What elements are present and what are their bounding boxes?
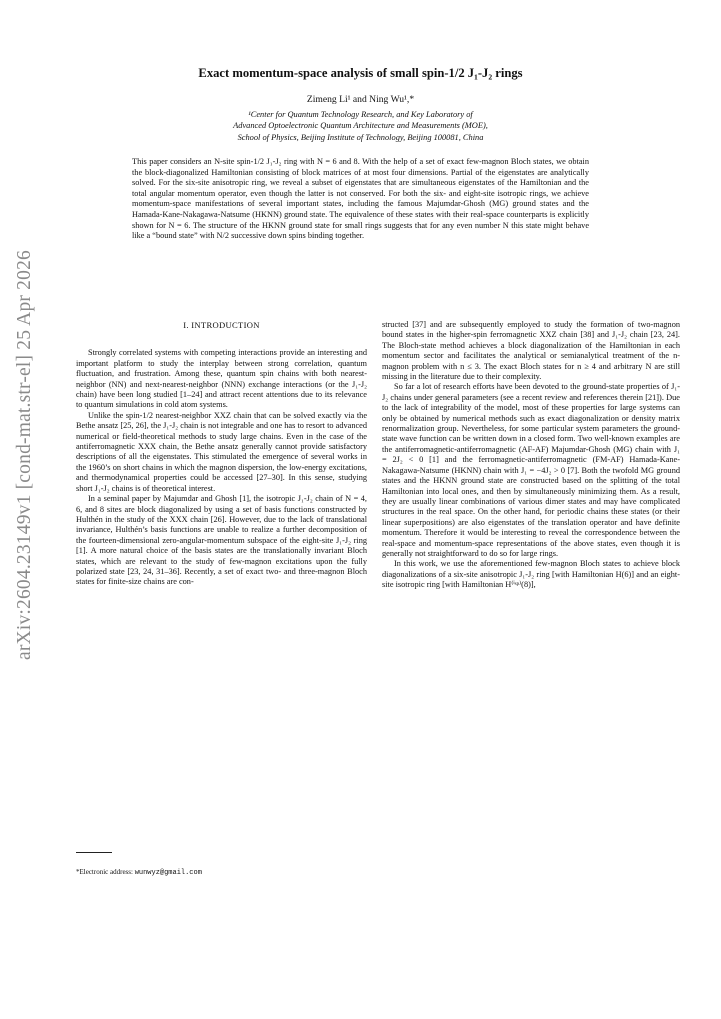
- body-paragraph: structed [37] and are subsequently employed to study the formation of two-magnon bound states in the higher-spin ferromagnetic XXZ chain [38] and J₁-J₂ chain [23, 24]. The Bloch-state method achieves a block diagonalization of the Hamiltonian in each momentum sector and facilitates the analytical or semianalytical treatment of the n-magnon problem with n ≤ 3. The exact Bloch states for n ≥ 4 and arbitrary N are still missing in the literature due to their complexity.: [382, 320, 680, 382]
- abstract: This paper considers an N-site spin-1/2 J₁-J₂ ring with N = 6 and 8. With the help of a set of exact few-magnon Bloch states, we obtain the block-diagonalized Hamiltonian consisting of block matrices of at most four dimensions. Partial of the eigenstates are analytically solved. For the six-site anisotropic ring, we reveal a subset of eigenstates that are simultaneous eigenstates of the Hamiltonian and the total angular momentum operator, even though the latter is not conserved. For both the six- and eight-site isotropic rings, we achieve momentum-space manifestations of several important states, including the famous Majumdar-Ghosh (MG) ground states and the Hamada-Kane-Nakagawa-Natsume (HKNN) ground state. The equivalence of these states with their real-space counterparts is explicitly shown for N = 6. The structure of the HKNN ground state for small rings suggests that for any even number N this state might behave like a “bound state” with N/2 successive down spins binding together.: [132, 157, 589, 241]
- footnote-divider: [76, 852, 112, 853]
- right-column: [382, 320, 680, 591]
- footnote-label: *Electronic address:: [76, 868, 135, 876]
- footnote-email-link[interactable]: wunwyz@gmail.com: [134, 869, 202, 877]
- affiliation-line: School of Physics, Beijing Institute of Technology, Beijing 100081, China: [237, 132, 484, 142]
- paper-title: Exact momentum-space analysis of small spin-1/2 J₁-J₂ rings: [198, 66, 523, 80]
- section-heading: I. INTRODUCTION: [183, 320, 260, 330]
- left-column: [76, 320, 367, 588]
- body-paragraph: Unlike the spin-1/2 nearest-neighbor XXZ chain that can be solved exactly via the Bethe ansatz [25, 26], the J₁-J₂ chain is not integrable and one has to resort to advanced numerical or field-theoretical methods to study large chains. Even in the case of the antiferromagnetic XXX chain, the Bethe ansatz generally cannot provide satisfactory descriptions of all the eigenstates. This stimulated the emergence of several works in the 1960’s on short chains in which the magnon dispersion, the low-energy excitations, and thermodynamical properties could be accessed [27–30]. In this sense, studying short J₁-J₂ chains is of theoretical interest.: [76, 410, 367, 493]
- affiliation-line: ¹Center for Quantum Technology Research, and Key Laboratory of: [248, 110, 473, 119]
- footnote: [76, 868, 367, 877]
- affiliation-line: Advanced Optoelectronic Quantum Architecture and Measurements (MOE),: [233, 121, 488, 131]
- paper-authors: Zimeng Li¹ and Ning Wu¹,*: [306, 94, 415, 105]
- body-paragraph: In a seminal paper by Majumdar and Ghosh [1], the isotropic J₁-J₂ chain of N = 4, 6, and 8 sites are block diagonalized by using a set of basis functions constructed by Hulthén in the study of the XXX chain [26]. However, due to the lack of translational invariance, Hulthén’s basis functions are unable to realize a further decomposition of the fourteen-dimensional zero-angular-momentum subspace of the eight-site J₁-J₂ ring [1]. A more natural choice of the basis states are the translationally invariant Bloch states, which are relevant to the study of few-magnon excitations upon the fully polarized state [23, 24, 31–36]. Recently, a set of exact two- and three-magnon Bloch states for finite-size chains are con-: [76, 494, 367, 587]
- arxiv-identifier: arXiv:2604.23149v1 [cond-mat.str-el] 25 Apr 2026: [14, 250, 35, 660]
- body-paragraph: So far a lot of research efforts have been devoted to the ground-state properties of J₁-J₂ chains under general parameters (see a recent review and references therein [21]). Due to the lack of integrability of the model, most of these properties for large systems can only be obtained by numerical methods such as exact diagonalization or density matrix renormalization group. Nevertheless, for some particular system parameters the ground-state wave function can be written down in a closed form. Two well-known examples are the antiferromagnetic-antiferromagnetic (AF-AF) Majumdar-Ghosh (MG) chain with J₁ = 2J₂ < 0 [1] and the ferromagnetic-antiferromagnetic (FM-AF) Hamada-Kane-Nakagawa-Natsume (HKNN) chain with J₁ = −4J₂ > 0 [7]. Both the twofold MG ground states and the HKNN ground state are constructed based on the splitting of the total Hamiltonian into local ones, and then by simultaneously minimizing them. As a result, they are usually linear combinations of various dimer states and may have complicated structures in the real space. On the other hand, for periodic chains these states (or their linear superpositions) are also eigenstates of the translation operator and have definite momentum. Therefore it would be interesting to reveal the correspondence between the real-space and momentum-space representations of the above states, even though it is generally not straightforward to do so for large rings.: [382, 382, 680, 558]
- affiliation-block: [0, 109, 721, 143]
- body-paragraph: Strongly correlated systems with competing interactions provide an interesting and important platform to study the interplay between strong correlation, quantum fluctuation, and frustration. Among these, quantum spin chains with both nearest-neighbor (NN) and next-nearest-neighbor (NNN) exchange interactions (or the J₁-J₂ chain) have been long studied [1–24] and attract recent attentions due to its relevance to quantum simulations in cold atom systems.: [76, 348, 367, 410]
- body-paragraph: In this work, we use the aforementioned few-magnon Bloch states to achieve block diagonalizations of a six-site anisotropic J₁-J₂ ring [with Hamiltonian H(6)] and an eight-site isotropic ring [with Hamiltonian H⁽ⁱˢᵖ⁾(8)],: [382, 559, 680, 590]
